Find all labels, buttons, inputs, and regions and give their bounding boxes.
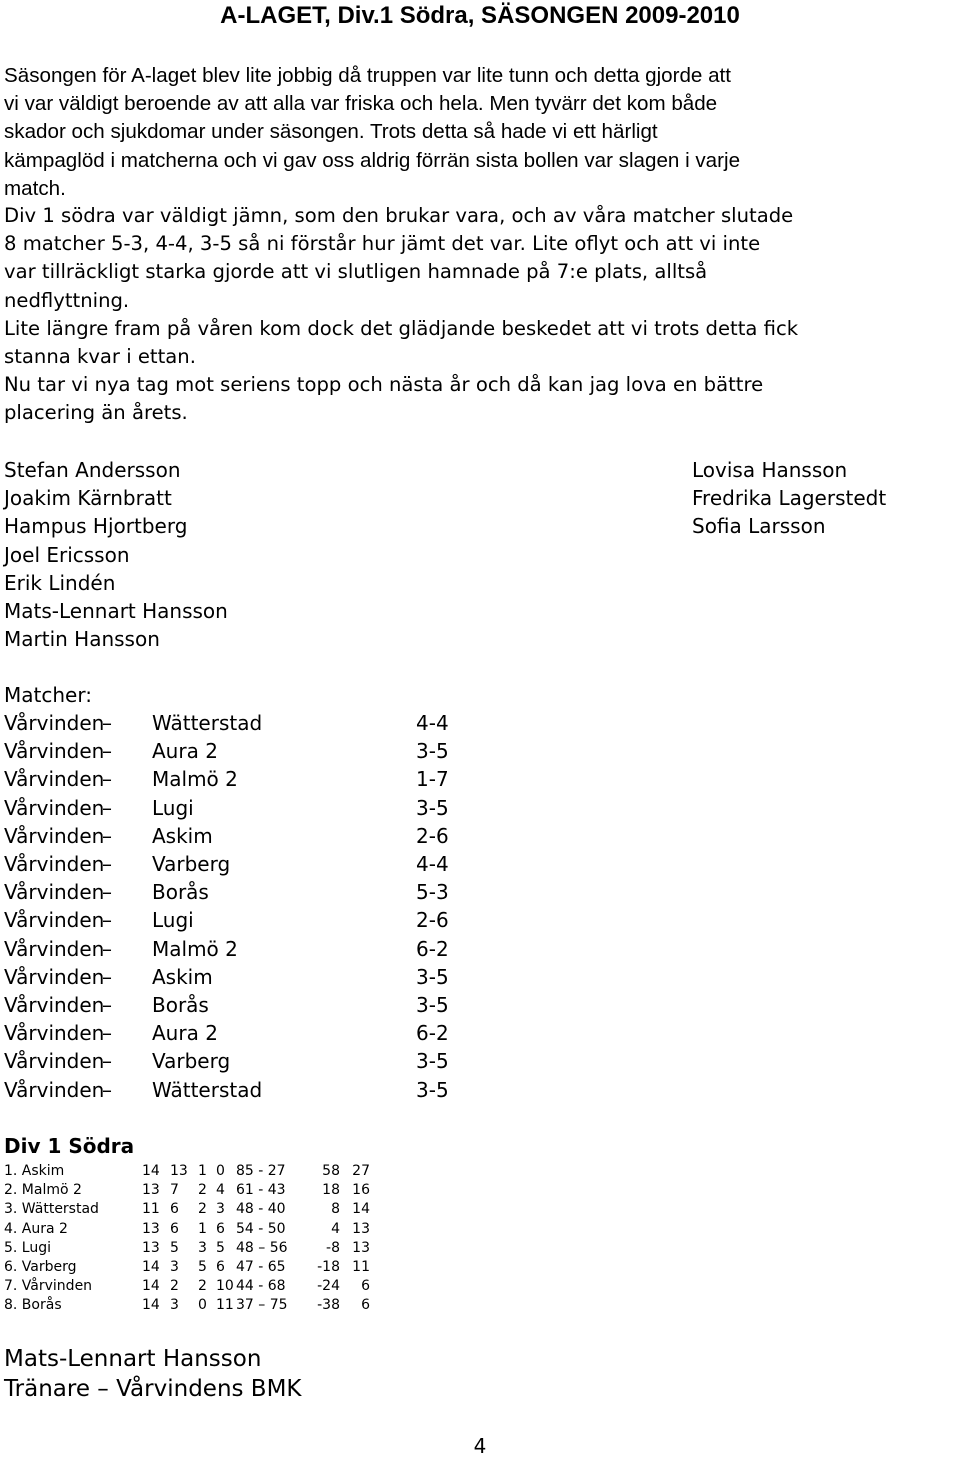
match-score: 5-3 [416, 880, 449, 905]
table-points: 27 [352, 1163, 370, 1179]
table-row [4, 1240, 384, 1259]
home-team: Vårvinden [4, 1021, 105, 1046]
table-drawn: 2 [198, 1278, 207, 1295]
signature-name: Mats-Lennart Hansson [4, 1346, 262, 1372]
away-team: Malmö 2 [152, 936, 238, 961]
table-won: 3 [170, 1297, 179, 1314]
summary-line: Nu tar vi nya tag mot seriens topp och nästa år och då kan jag lova en bättre [4, 373, 764, 397]
match-dash: – [102, 711, 112, 735]
match-score: 4-4 [416, 852, 449, 876]
away-team: Varberg [152, 852, 231, 876]
player-name: Erik Lindén [4, 570, 116, 595]
table-drawn: 1 [198, 1220, 207, 1237]
match-row [4, 993, 474, 1021]
match-row [4, 908, 474, 936]
match-dash: – [102, 1077, 112, 1102]
home-team: Vårvinden [4, 767, 105, 792]
intro-line: skador och sjukdomar under säsongen. Trots detta så hade vi ett härligt [4, 120, 658, 144]
player-name: Hampus Hjortberg [4, 514, 188, 539]
away-team: Aura 2 [152, 1021, 218, 1046]
signature-role: Tränare – Vårvindens BMK [4, 1376, 302, 1402]
table-won: 3 [170, 1259, 179, 1275]
table-goals: 48 - 40 [236, 1201, 286, 1218]
intro-line: vi var väldigt beroende av att alla var friska och hela. Men tyvärr det kom både [4, 92, 718, 116]
summary-line: 8 matcher 5-3, 4-4, 3-5 så ni förstår hur jämt det var. Lite oflyt och att vi inte [4, 232, 761, 256]
table-points: 16 [352, 1182, 370, 1199]
table-played: 13 [142, 1182, 160, 1199]
home-team: Vårvinden [4, 795, 105, 820]
home-team: Vårvinden [4, 964, 105, 989]
match-dash: – [102, 852, 112, 876]
away-team: Lugi [152, 795, 194, 820]
match-score: 1-7 [416, 767, 449, 792]
table-team: 4. Aura 2 [4, 1220, 68, 1237]
match-row [4, 767, 474, 795]
match-score: 3-5 [416, 1049, 449, 1074]
table-team: 5. Lugi [4, 1239, 52, 1256]
table-goal-diff: -18 [317, 1259, 340, 1275]
table-played: 11 [142, 1201, 160, 1218]
table-won: 5 [170, 1239, 179, 1256]
match-dash: – [102, 739, 112, 764]
home-team: Vårvinden [4, 1049, 105, 1074]
table-drawn: 3 [198, 1239, 207, 1256]
table-goals: 37 – 75 [236, 1297, 288, 1314]
table-lost: 10 [216, 1278, 234, 1295]
table-goal-diff: -38 [317, 1297, 340, 1314]
table-row [4, 1201, 384, 1220]
match-dash: – [102, 880, 112, 905]
match-score: 3-5 [416, 739, 449, 764]
table-won: 2 [170, 1278, 179, 1295]
away-team: Aura 2 [152, 739, 218, 764]
match-dash: – [102, 936, 112, 961]
match-score: 3-5 [416, 1077, 449, 1102]
table-points: 6 [361, 1278, 370, 1295]
table-goals: 54 - 50 [236, 1220, 286, 1237]
summary-line: Div 1 södra var väldigt jämn, som den brukar vara, och av våra matcher slutade [4, 204, 794, 227]
summary-line: stanna kvar i ettan. [4, 345, 196, 369]
home-team: Vårvinden [4, 711, 105, 735]
table-won: 13 [170, 1163, 188, 1179]
match-row [4, 852, 474, 880]
table-lost: 5 [216, 1239, 225, 1256]
match-score: 4-4 [416, 711, 449, 735]
player-name: Joel Ericsson [4, 542, 130, 567]
home-team: Vårvinden [4, 823, 105, 848]
table-goals: 61 - 43 [236, 1182, 286, 1199]
match-dash: – [102, 1021, 112, 1046]
home-team: Vårvinden [4, 739, 105, 764]
table-points: 13 [352, 1220, 370, 1237]
match-score: 3-5 [416, 993, 449, 1017]
table-goal-diff: 8 [331, 1201, 340, 1218]
match-dash: – [102, 908, 112, 933]
table-goals: 48 – 56 [236, 1239, 288, 1256]
table-played: 14 [142, 1278, 160, 1295]
player-list-right [692, 456, 886, 541]
table-points: 13 [352, 1239, 370, 1256]
table-points: 6 [361, 1297, 370, 1314]
table-row [4, 1259, 384, 1278]
summary-line: nedflyttning. [4, 288, 130, 312]
table-won: 7 [170, 1182, 179, 1199]
table-won: 6 [170, 1201, 179, 1218]
table-won: 6 [170, 1220, 179, 1237]
table-drawn: 2 [198, 1201, 207, 1218]
league-table-heading: Div 1 Södra [4, 1134, 135, 1158]
table-drawn: 5 [198, 1259, 207, 1275]
match-dash: – [102, 767, 112, 792]
intro-paragraph [4, 62, 958, 203]
match-row [4, 711, 474, 739]
summary-line: var tillräckligt starka gjorde att vi slutligen hamnade på 7:e plats, alltså [4, 260, 708, 284]
match-row [4, 796, 474, 824]
table-team: 1. Askim [4, 1163, 65, 1179]
table-row [4, 1182, 384, 1201]
player-name: Stefan Andersson [4, 458, 181, 482]
table-team: 7. Vårvinden [4, 1278, 93, 1295]
table-played: 14 [142, 1259, 160, 1275]
player-name: Sofia Larsson [692, 514, 826, 539]
player-name: Joakim Kärnbratt [4, 486, 172, 511]
table-played: 14 [142, 1163, 160, 1179]
match-row [4, 1049, 474, 1077]
match-score: 6-2 [416, 1021, 449, 1046]
table-lost: 6 [216, 1259, 225, 1275]
table-goal-diff: 18 [322, 1182, 340, 1199]
table-lost: 4 [216, 1182, 225, 1199]
home-team: Vårvinden [4, 936, 105, 961]
summary-line: placering än årets. [4, 401, 188, 425]
table-played: 14 [142, 1297, 160, 1314]
away-team: Askim [152, 823, 213, 848]
table-team: 2. Malmö 2 [4, 1182, 82, 1199]
table-row [4, 1221, 384, 1240]
away-team: Varberg [152, 1049, 231, 1074]
match-row [4, 937, 474, 965]
table-goals: 47 - 65 [236, 1259, 286, 1275]
table-team: 6. Varberg [4, 1259, 77, 1275]
player-name: Lovisa Hansson [692, 458, 848, 482]
table-goal-diff: -24 [317, 1278, 340, 1295]
table-lost: 0 [216, 1163, 225, 1179]
table-goals: 85 - 27 [236, 1163, 286, 1179]
home-team: Vårvinden [4, 852, 105, 876]
player-list-left [4, 456, 228, 653]
home-team: Vårvinden [4, 993, 105, 1017]
home-team: Vårvinden [4, 908, 105, 933]
match-dash: – [102, 823, 112, 848]
match-score: 2-6 [416, 908, 449, 933]
table-goal-diff: 58 [322, 1163, 340, 1179]
intro-line: match. [4, 176, 66, 200]
table-drawn: 0 [198, 1297, 207, 1314]
away-team: Borås [152, 993, 209, 1017]
match-row [4, 965, 474, 993]
match-dash: – [102, 993, 112, 1017]
match-row [4, 1021, 474, 1049]
table-row [4, 1163, 384, 1182]
table-played: 13 [142, 1239, 160, 1256]
matches-label: Matcher: [4, 683, 92, 707]
away-team: Lugi [152, 908, 194, 933]
match-score: 6-2 [416, 936, 449, 961]
match-row [4, 824, 474, 852]
table-goal-diff: -8 [326, 1239, 340, 1256]
table-row [4, 1278, 384, 1297]
table-lost: 11 [216, 1297, 234, 1314]
match-dash: – [102, 795, 112, 820]
match-dash: – [102, 964, 112, 989]
table-team: 8. Borås [4, 1297, 62, 1314]
table-points: 14 [352, 1201, 370, 1218]
table-lost: 3 [216, 1201, 225, 1218]
table-goals: 44 - 68 [236, 1278, 286, 1295]
away-team: Wätterstad [152, 711, 263, 735]
away-team: Askim [152, 964, 213, 989]
match-row [4, 739, 474, 767]
table-drawn: 1 [198, 1163, 207, 1179]
away-team: Borås [152, 880, 209, 905]
home-team: Vårvinden [4, 1077, 105, 1102]
player-name: Martin Hansson [4, 627, 160, 652]
summary-line: Lite längre fram på våren kom dock det glädjande beskedet att vi trots detta fick [4, 316, 799, 340]
player-name: Mats-Lennart Hansson [4, 599, 228, 624]
table-goal-diff: 4 [331, 1220, 340, 1237]
match-row [4, 880, 474, 908]
table-points: 11 [352, 1259, 370, 1275]
match-score: 2-6 [416, 823, 449, 848]
intro-line: kämpaglöd i matcherna och vi gav oss aldrig förrän sista bollen var slagen i varje [4, 148, 741, 172]
table-lost: 6 [216, 1220, 225, 1237]
match-dash: – [102, 1049, 112, 1074]
home-team: Vårvinden [4, 880, 105, 905]
away-team: Malmö 2 [152, 767, 238, 792]
match-score: 3-5 [416, 964, 449, 989]
page-number: 4 [473, 1434, 487, 1458]
page-title: A-LAGET, Div.1 Södra, SÄSONGEN 2009-2010 [220, 2, 740, 29]
match-row [4, 1078, 474, 1106]
table-drawn: 2 [198, 1182, 207, 1199]
intro-line: Säsongen för A-laget blev lite jobbig då truppen var lite tunn och detta gjorde att [4, 64, 731, 87]
away-team: Wätterstad [152, 1077, 263, 1102]
table-row [4, 1297, 384, 1316]
season-summary-paragraph [4, 202, 958, 428]
player-name: Fredrika Lagerstedt [692, 486, 887, 511]
match-score: 3-5 [416, 795, 449, 820]
table-played: 13 [142, 1220, 160, 1237]
table-team: 3. Wätterstad [4, 1201, 99, 1218]
